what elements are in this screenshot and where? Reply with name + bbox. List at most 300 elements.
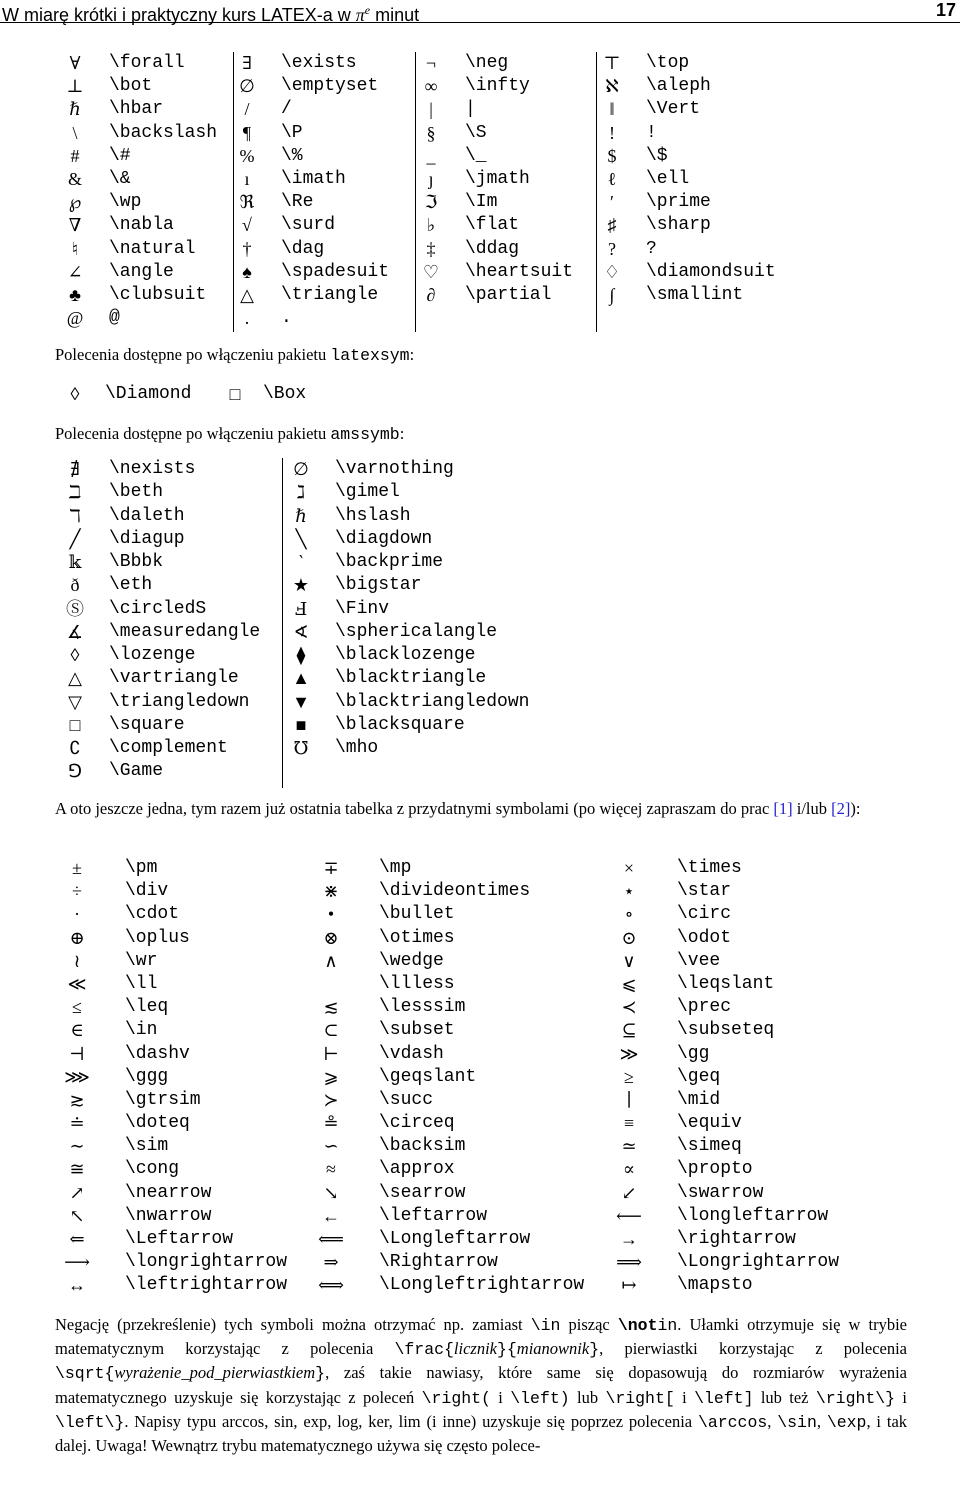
text: . Ułamki otrzymuje się w trybie matematycznym korzystając z polecenia — [55, 1315, 907, 1359]
symbol-glyph: Ⓢ — [66, 598, 84, 619]
symbol-glyph: ■ — [295, 714, 307, 735]
citation-link-2[interactable]: [2] — [831, 799, 851, 818]
symbol-glyph: ≀ — [73, 950, 81, 971]
symbol-glyph: ↗ — [69, 1182, 85, 1203]
symbol-command: . — [281, 308, 292, 329]
symbol-command: \jmath — [465, 168, 530, 189]
symbol-command: \imath — [281, 168, 346, 189]
symbol-command: \prime — [646, 192, 711, 213]
text: , — [767, 1411, 778, 1431]
symbol-glyph: / — [244, 99, 250, 120]
symbol-command: \spadesuit — [281, 261, 390, 282]
symbol-command: \blacktriangle — [335, 668, 487, 689]
symbol-table-operators-relations-arrows — [55, 857, 915, 1302]
symbol-command: \emptyset — [281, 76, 379, 97]
symbol-glyph: ▼ — [292, 691, 310, 712]
paragraph-text: i/lub — [792, 799, 832, 818]
title-suffix: -a w — [316, 5, 356, 25]
symbol-glyph: ℸ — [69, 505, 81, 526]
symbol-glyph: ℷ — [296, 482, 306, 503]
symbol-command: \nearrow — [125, 1182, 212, 1203]
symbol-command: \rightarrow — [677, 1229, 796, 1249]
symbol-command: \div — [125, 881, 169, 902]
code-bold: \not — [617, 1316, 658, 1335]
symbol-glyph: ⟵ — [616, 1205, 642, 1226]
symbol-glyph: ℏ — [295, 505, 307, 526]
code: } — [589, 1340, 600, 1360]
symbol-command: \backprime — [335, 552, 444, 572]
symbol-command: \in — [125, 1020, 158, 1041]
symbol-glyph: ♭ — [426, 215, 436, 236]
symbol-command: \diagdown — [335, 528, 433, 549]
symbol-command: \otimes — [379, 927, 455, 948]
symbol-glyph: ı — [244, 168, 250, 189]
symbol-command: \_ — [465, 145, 487, 166]
symbol-glyph: · — [74, 904, 80, 925]
symbol-command: \Longleftrightarrow — [379, 1275, 585, 1296]
symbol-glyph: 𝕜 — [68, 552, 82, 572]
symbol-glyph: ⟺ — [318, 1275, 344, 1296]
text: i — [490, 1387, 511, 1407]
text: , — [816, 1411, 827, 1431]
paragraph-text: Polecenia dostępne po włączeniu pakietu — [55, 424, 331, 443]
code: \exp — [826, 1412, 867, 1432]
code: in — [657, 1316, 678, 1335]
citation-link-1[interactable]: [1] — [773, 799, 793, 818]
symbol-command: \flat — [465, 215, 520, 236]
symbol-command: \subset — [379, 1020, 455, 1041]
symbol-command: \Longleftarrow — [379, 1229, 531, 1249]
symbol-command: \infty — [465, 76, 530, 97]
symbol-glyph: ⟶ — [64, 1252, 90, 1273]
symbol-command: \times — [677, 858, 742, 878]
symbol-glyph: ⇒ — [323, 1252, 339, 1273]
symbol-glyph: ∅ — [293, 459, 309, 479]
symbol-glyph: ♡ — [422, 261, 440, 282]
symbol-glyph: ≃ — [621, 1136, 637, 1157]
symbol-glyph: ∓ — [323, 858, 339, 878]
text: lub też — [753, 1387, 816, 1407]
symbol-glyph: ⋆ — [623, 881, 635, 902]
symbol-command: \vee — [677, 950, 721, 971]
symbol-command: \partial — [465, 284, 552, 305]
symbol-glyph: ⇐ — [69, 1229, 85, 1249]
symbol-glyph: ⊤ — [603, 53, 621, 73]
symbol-command: \gtrsim — [125, 1089, 201, 1110]
symbol-glyph: ¶ — [242, 122, 252, 143]
symbol-glyph: ′ — [610, 192, 614, 213]
symbol-glyph: ↘ — [323, 1182, 339, 1203]
code: \left\} — [55, 1412, 125, 1432]
symbol-glyph: ∈ — [70, 1020, 84, 1041]
symbol-glyph: ‵ — [298, 552, 304, 572]
symbol-command: \Box — [263, 384, 307, 404]
symbol-command: \neg — [465, 53, 509, 73]
symbol-command: \varnothing — [335, 459, 454, 479]
symbol-command: \mp — [379, 858, 412, 878]
symbol-glyph: ≐ — [69, 1113, 85, 1134]
symbol-glyph: ♣ — [69, 284, 81, 305]
symbol-command: \clubsuit — [109, 284, 207, 305]
symbol-command: \Diamond — [105, 384, 192, 404]
symbol-glyph: ⊥ — [66, 76, 84, 97]
symbol-glyph: ⩾ — [323, 1066, 339, 1087]
running-title — [2, 0, 419, 25]
symbol-command: \square — [109, 714, 185, 735]
code: \sin — [777, 1412, 817, 1432]
symbol-glyph: ≤ — [72, 997, 82, 1018]
symbol-glyph: ℘ — [68, 192, 82, 213]
symbol-glyph: ∡ — [66, 621, 84, 642]
symbol-glyph: ∽ — [323, 1136, 339, 1157]
symbol-command: | — [465, 99, 476, 120]
symbol-command: \nabla — [109, 215, 174, 236]
code: \right( — [421, 1388, 491, 1408]
symbol-command: \hslash — [335, 505, 411, 526]
symbol-glyph: • — [327, 904, 335, 925]
code: }{ — [496, 1340, 517, 1360]
symbol-command: \backsim — [379, 1136, 466, 1157]
symbol-command: \blacktriangledown — [335, 691, 530, 712]
symbol-glyph: ≲ — [323, 997, 339, 1018]
symbol-command: \surd — [281, 215, 336, 236]
symbol-glyph: ∠ — [67, 261, 83, 282]
symbol-glyph: ♢ — [603, 261, 621, 282]
title-exponent: e — [364, 3, 371, 17]
symbol-glyph: ⟸ — [318, 1229, 344, 1249]
code: \right\} — [815, 1388, 896, 1408]
column-separator — [233, 52, 234, 332]
symbol-glyph: ≡ — [623, 1113, 635, 1134]
symbol-table-amssymb — [55, 458, 615, 788]
symbol-command: \S — [465, 122, 487, 143]
symbol-command: \ggg — [125, 1066, 169, 1087]
symbol-command: \triangle — [281, 284, 379, 305]
symbol-glyph: ∣ — [626, 1089, 632, 1110]
symbol-command: \diagup — [109, 528, 185, 549]
text: i — [895, 1387, 908, 1407]
symbol-glyph: ⋇ — [323, 881, 339, 902]
symbol-glyph: ∘ — [624, 904, 634, 925]
text: . Napisy typu arccos, sin, exp, log, ker, lim (i inne) uzyskuje się poprzez polecenia — [124, 1411, 698, 1431]
symbol-command: \llless — [379, 973, 455, 994]
symbol-glyph: @ — [66, 308, 84, 329]
paragraph-negation-fractions — [55, 1313, 907, 1457]
symbol-glyph: ↙ — [621, 1182, 637, 1203]
symbol-command: \lesssim — [379, 997, 466, 1018]
symbol-glyph: ≈ — [326, 1159, 336, 1180]
symbol-command: @ — [109, 308, 120, 329]
code: \right[ — [605, 1388, 675, 1408]
symbol-command: \measuredangle — [109, 621, 261, 642]
code: \left) — [510, 1388, 570, 1408]
symbol-command: \beth — [109, 482, 164, 503]
symbol-command: \hbar — [109, 99, 164, 120]
symbol-command: \sharp — [646, 215, 711, 236]
symbol-command: \Re — [281, 192, 314, 213]
text: lub — [569, 1387, 606, 1407]
symbol-glyph: ≳ — [69, 1089, 85, 1110]
symbol-command: ? — [646, 238, 657, 259]
title-latex-logo: LATEX — [261, 5, 317, 25]
symbol-glyph: . — [244, 308, 250, 329]
symbol-glyph: ⅁ — [68, 761, 82, 782]
symbol-command: \divideontimes — [379, 881, 531, 902]
symbol-glyph: # — [70, 145, 80, 166]
symbol-glyph: □ — [69, 714, 81, 735]
symbol-glyph: ◊ — [70, 384, 80, 404]
symbol-command: \ell — [646, 168, 690, 189]
symbol-glyph: ∂ — [426, 284, 436, 305]
text: Negację (przekreślenie) tych symboli można otrzymać np. zamiast — [55, 1315, 531, 1334]
symbol-glyph: √ — [242, 215, 252, 236]
symbol-command: \aleph — [646, 76, 711, 97]
symbol-command: \complement — [109, 738, 228, 758]
symbol-command: \approx — [379, 1159, 455, 1180]
symbol-glyph: △ — [240, 284, 254, 305]
symbol-glyph: ∄ — [70, 459, 80, 479]
symbol-command: \Vert — [646, 99, 701, 120]
paragraph-intro-table3 — [55, 797, 907, 820]
symbol-glyph: ȷ — [428, 168, 434, 189]
symbol-command: \leqslant — [677, 973, 775, 994]
symbol-glyph: ≪ — [67, 973, 87, 994]
symbol-command: \dashv — [125, 1043, 190, 1064]
paragraph-end: : — [399, 424, 405, 443]
column-separator — [596, 52, 597, 332]
symbol-glyph: % — [239, 145, 255, 166]
symbol-command: \bigstar — [335, 575, 422, 596]
symbol-command: \ll — [125, 973, 158, 994]
symbol-glyph: ∃ — [242, 53, 252, 73]
symbol-glyph: ‡ — [426, 238, 436, 259]
symbol-command: \Longrightarrow — [677, 1252, 840, 1273]
symbol-glyph: Ⅎ — [294, 598, 308, 619]
symbol-command: \wr — [125, 950, 158, 971]
symbol-command: \gg — [677, 1043, 710, 1064]
symbol-command: \bullet — [379, 904, 455, 925]
symbol-glyph: ╱ — [69, 528, 81, 549]
symbol-command: ! — [646, 122, 657, 143]
symbol-command: \dag — [281, 238, 325, 259]
symbol-glyph: _ — [426, 145, 436, 166]
symbol-command: \P — [281, 122, 303, 143]
symbol-command: \mapsto — [677, 1275, 753, 1296]
symbol-command: \& — [109, 168, 131, 189]
symbol-glyph: ∇ — [68, 215, 82, 236]
symbol-glyph: ð — [70, 575, 80, 596]
symbol-glyph: $ — [607, 145, 617, 166]
symbol-glyph: × — [623, 858, 635, 878]
symbol-command: \Rightarrow — [379, 1252, 498, 1273]
symbol-glyph: ∝ — [622, 1159, 636, 1180]
symbol-command: \exists — [281, 53, 357, 73]
title-end: minut — [370, 5, 420, 25]
symbol-glyph: ? — [608, 238, 616, 259]
text: i — [674, 1387, 695, 1407]
symbol-command: \ddag — [465, 238, 520, 259]
symbol-glyph: ▲ — [292, 668, 310, 689]
symbol-command: \sim — [125, 1136, 169, 1157]
symbol-glyph: ℶ — [68, 482, 82, 503]
italic-arg: wyrażenie_pod_pierwiastkiem — [114, 1363, 316, 1383]
symbol-glyph: ⊙ — [621, 927, 637, 948]
page-header — [0, 0, 960, 23]
symbol-command: \succ — [379, 1089, 434, 1110]
symbol-glyph: ⊢ — [323, 1043, 339, 1064]
symbol-command: \Im — [465, 192, 498, 213]
paragraph-end: : — [409, 345, 415, 364]
symbol-command: \searrow — [379, 1182, 466, 1203]
paragraph-amssymb — [55, 422, 404, 446]
code: \sqrt{ — [55, 1364, 115, 1384]
symbol-glyph: ♮ — [71, 238, 79, 259]
symbol-command: \geqslant — [379, 1066, 477, 1087]
symbol-command: \Game — [109, 761, 164, 782]
symbol-glyph: ★ — [292, 575, 310, 596]
symbol-glyph: □ — [229, 384, 241, 404]
symbol-command: \forall — [109, 53, 185, 73]
code: \in — [530, 1316, 561, 1335]
symbol-command: \oplus — [125, 927, 190, 948]
symbol-command: \pm — [125, 858, 158, 878]
symbol-glyph: ℓ — [607, 168, 617, 189]
symbol-glyph: ♯ — [607, 215, 617, 236]
symbol-glyph: † — [242, 238, 252, 259]
symbol-glyph: ∁ — [69, 738, 81, 758]
symbol-glyph: ♠ — [242, 261, 252, 282]
symbol-command: \vdash — [379, 1043, 444, 1064]
symbol-glyph: ∧ — [324, 950, 338, 971]
symbol-command: \diamondsuit — [646, 261, 776, 282]
symbol-command: \daleth — [109, 505, 185, 526]
symbol-glyph: ∫ — [609, 284, 615, 305]
symbol-glyph: ← — [322, 1205, 340, 1226]
symbol-glyph: ∀ — [69, 53, 81, 73]
symbol-command: \leftrightarrow — [125, 1275, 288, 1296]
symbol-glyph: ⧫ — [296, 645, 306, 665]
symbol-command: \smallint — [646, 284, 744, 305]
code: \arccos — [697, 1412, 768, 1432]
symbol-command: \vartriangle — [109, 668, 239, 689]
symbol-glyph: ∅ — [239, 76, 255, 97]
symbol-command: \circledS — [109, 598, 207, 619]
symbol-glyph: ⊗ — [323, 927, 339, 948]
symbol-command: \mid — [677, 1089, 721, 1110]
symbol-glyph: ℧ — [293, 738, 309, 758]
symbol-command: \circeq — [379, 1113, 455, 1134]
symbol-glyph: ∞ — [424, 76, 438, 97]
symbol-glyph: | — [429, 99, 433, 120]
symbol-command: \% — [281, 145, 303, 166]
symbol-command: \longleftarrow — [677, 1205, 829, 1226]
symbol-glyph: ‖ — [609, 99, 615, 120]
symbol-command: \leftarrow — [379, 1205, 488, 1226]
symbol-command: \doteq — [125, 1113, 190, 1134]
text: , pierwiastki korzystając z polecenia — [599, 1339, 908, 1359]
symbol-command: \circ — [677, 904, 732, 925]
symbol-glyph: ∢ — [293, 621, 309, 642]
symbol-glyph: ∨ — [622, 950, 636, 971]
symbol-glyph: ≻ — [323, 1089, 339, 1110]
symbol-command: \top — [646, 53, 690, 73]
symbol-command: \wp — [109, 192, 142, 213]
italic-arg: mianownik — [516, 1339, 590, 1359]
symbol-glyph: ⩽ — [621, 973, 637, 994]
symbol-command: \mho — [335, 738, 379, 758]
symbol-glyph: ◊ — [70, 645, 80, 665]
symbol-glyph: ± — [72, 858, 82, 878]
symbol-command: \sphericalangle — [335, 621, 498, 642]
symbol-command: \$ — [646, 145, 668, 166]
symbol-glyph: △ — [68, 668, 82, 689]
symbol-glyph: ℑ — [424, 192, 438, 213]
code: } — [315, 1364, 326, 1384]
symbol-command: \Bbbk — [109, 552, 164, 572]
symbol-glyph: ≺ — [621, 997, 637, 1018]
symbol-command: \blacksquare — [335, 714, 465, 735]
symbol-glyph: ⟹ — [616, 1252, 642, 1273]
symbol-command: \eth — [109, 575, 153, 596]
symbol-glyph: ⋙ — [64, 1066, 90, 1087]
paragraph-text: A oto jeszcze jedna, tym razem już ostatnia tabelka z przydatnymi symbolami (po więcej zapraszam do prac — [55, 799, 774, 818]
symbol-command: \swarrow — [677, 1182, 764, 1203]
symbol-command: \blacklozenge — [335, 645, 476, 665]
symbol-command: \wedge — [379, 950, 444, 971]
symbol-command: \equiv — [677, 1113, 742, 1134]
title-pi: π — [355, 5, 365, 25]
symbol-glyph: ℜ — [239, 192, 255, 213]
symbol-table-basic — [55, 52, 785, 334]
symbol-glyph: ¬ — [425, 53, 437, 73]
symbol-command: \cdot — [125, 904, 180, 925]
symbol-command: \leq — [125, 997, 169, 1018]
paragraph-text: ): — [850, 799, 861, 818]
text: , zaś takie nawiasy, które same się dopasowują do rozmiarów wyrażenia matematycznego uzyskuje się korzystając z poleceń — [55, 1363, 907, 1407]
symbol-command: \odot — [677, 927, 732, 948]
symbol-glyph: ↖ — [69, 1205, 85, 1226]
symbol-glyph: ⊕ — [69, 927, 85, 948]
symbol-command: \gimel — [335, 482, 400, 503]
symbol-glyph: → — [620, 1229, 638, 1249]
title-prefix: W miarę krótki i praktyczny kurs — [2, 5, 262, 25]
symbol-glyph: ÷ — [72, 881, 82, 902]
symbol-command: \nexists — [109, 459, 196, 479]
symbol-command: \longrightarrow — [125, 1252, 288, 1273]
symbol-glyph: ℏ — [69, 99, 81, 120]
symbol-command: \nwarrow — [125, 1205, 212, 1226]
symbol-glyph: ▽ — [68, 691, 82, 712]
code: \frac{ — [394, 1340, 454, 1360]
column-separator — [282, 458, 283, 788]
symbol-command: \# — [109, 145, 131, 166]
code: \left] — [694, 1388, 754, 1408]
symbol-glyph: ╲ — [295, 528, 307, 549]
symbol-command: \lozenge — [109, 645, 196, 665]
symbol-glyph: ∼ — [69, 1136, 85, 1157]
package-name: latexsym — [330, 346, 410, 365]
text: , i tak dalej. Uwaga! Wewnątrz trybu matematycznego używa się często polece- — [55, 1411, 908, 1456]
column-separator — [415, 52, 416, 332]
symbol-command: / — [281, 99, 292, 120]
symbol-command: \triangledown — [109, 691, 250, 712]
symbol-command: \geq — [677, 1066, 721, 1087]
symbol-glyph: ≗ — [323, 1113, 339, 1134]
symbol-glyph: ≫ — [619, 1043, 639, 1064]
italic-arg: licznik — [453, 1339, 497, 1359]
symbol-command: \backslash — [109, 122, 218, 143]
symbol-glyph: ⊂ — [323, 1020, 339, 1041]
